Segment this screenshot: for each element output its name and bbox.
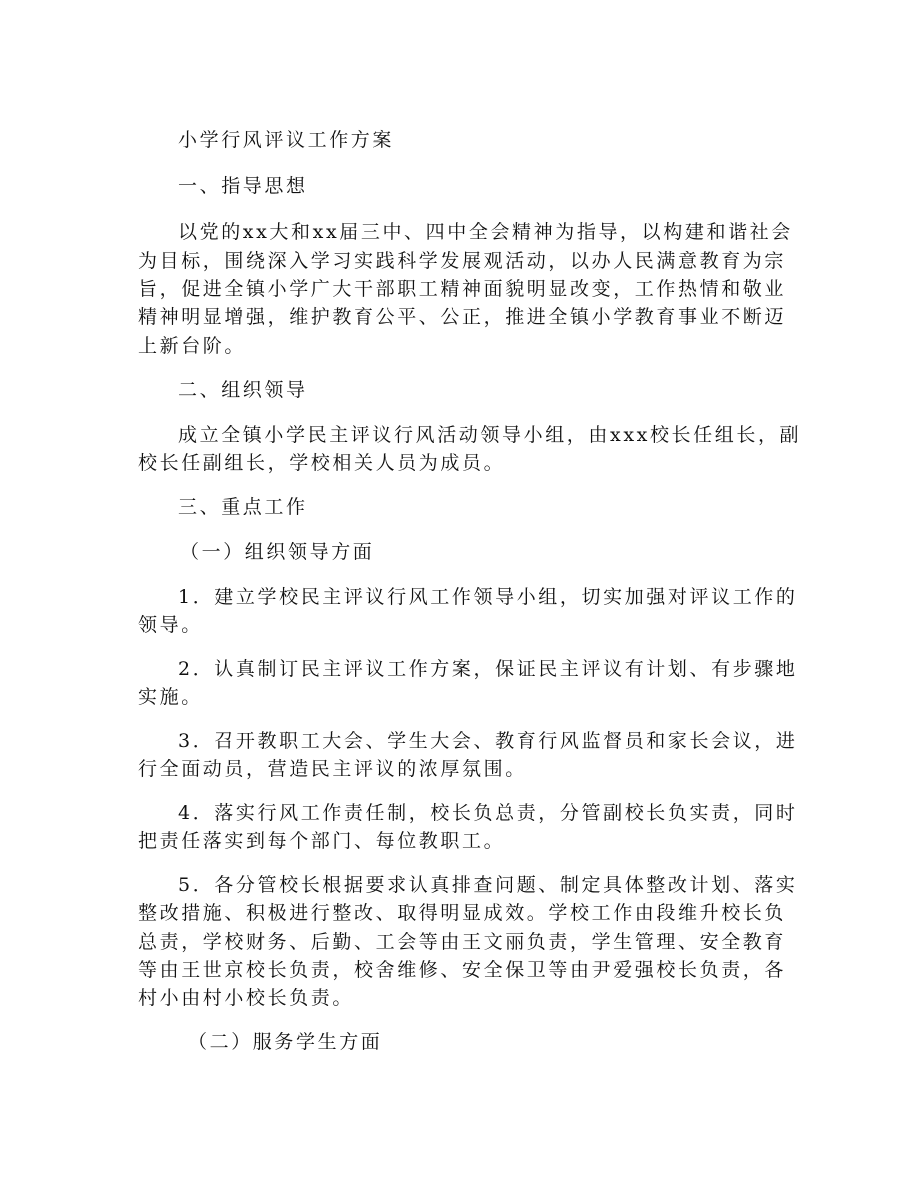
section-heading-key-work: 三、重点工作 [178,496,308,518]
list-item-line: 1．建立学校民主评议行风工作领导小组，切实加强对评议工作的 [178,586,798,608]
list-item-line: 4．落实行风工作责任制，校长负总责，分管副校长负实责，同时 [178,802,798,824]
subsection-heading-organization: （一）组织领导方面 [180,541,375,563]
list-item-line: 3．召开教职工大会、学生大会、教育行风监督员和家长会议，进 [178,730,798,752]
subsection-heading-student-service: （二）服务学生方面 [188,1031,383,1053]
section-heading-guiding-ideology: 一、指导思想 [178,175,308,197]
list-item-line: 5．各分管校长根据要求认真排查问题、制定具体整改计划、落实 [178,874,798,896]
paragraph-line: 校长任副组长，学校相关人员为成员。 [138,452,506,474]
list-item-line: 实施。 [138,686,203,708]
list-item-line: 领导。 [138,614,203,636]
paragraph-line: 为目标，围绕深入学习实践科学发展观活动，以办人民满意教育为宗 [138,250,787,272]
section-heading-organization: 二、组织领导 [178,379,308,401]
list-item-line: 总责，学校财务、后勤、工会等由王文丽负责，学生管理、安全教育 [138,931,787,953]
document-title: 小学行风评议工作方案 [178,129,395,151]
list-item-line: 2．认真制订民主评议工作方案，保证民主评议有计划、有步骤地 [178,658,798,680]
paragraph-line: 成立全镇小学民主评议行风活动领导小组，由xxx校长任组长，副 [178,424,802,446]
list-item-line: 村小由村小校长负责。 [138,987,355,1009]
paragraph-line: 上新台阶。 [138,335,247,357]
paragraph-line: 精神明显增强，维护教育公平、公正，推进全镇小学教育事业不断迈 [138,306,787,328]
list-item-line: 把责任落实到每个部门、每位教职工。 [138,830,506,852]
list-item-line: 等由王世京校长负责，校舍维修、安全保卫等由尹爱强校长负责，各 [138,959,787,981]
list-item-line: 整改措施、积极进行整改、取得明显成效。学校工作由段维升校长负 [138,902,787,924]
list-item-line: 行全面动员，营造民主评议的浓厚氛围。 [138,758,527,780]
paragraph-line: 以党的xx大和xx届三中、四中全会精神为指导，以构建和谐社会 [178,221,793,243]
paragraph-line: 旨，促进全镇小学广大干部职工精神面貌明显改变，工作热情和敬业 [138,278,787,300]
